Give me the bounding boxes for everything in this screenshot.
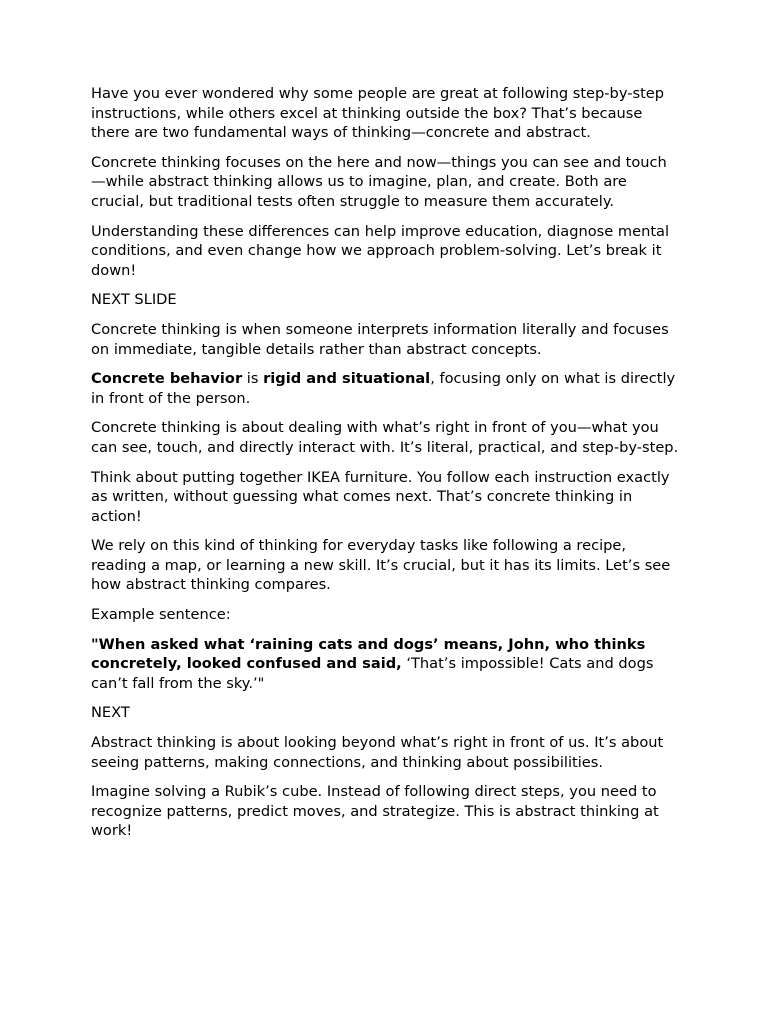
paragraph-next-slide: NEXT SLIDE — [91, 291, 177, 309]
paragraph-concrete-vs-abstract: Concrete thinking focuses on the here and now—things you can see and touch—while abstract thinking allows us to imagine, plan, and create. Both are crucial, but traditional tests often struggle to measure them accurately. — [91, 153, 667, 210]
paragraph-abstract-definition: Abstract thinking is about looking beyond what’s right in front of us. It’s about seeing patterns, making connections, and thinking about possibilities. — [91, 734, 664, 771]
example-bold: "When asked what ‘raining cats and dogs’ means, John, who thinks concretely, looked confused and said, — [91, 635, 646, 673]
behavior-connector: is — [242, 370, 264, 388]
paragraph-definition: Concrete thinking is when someone interprets information literally and focuses on immediate, tangible details rather than abstract concepts. — [91, 320, 669, 358]
example-normal: ‘That’s impossible! Cats and dogs can’t fall from the sky.’" — [91, 655, 654, 692]
paragraph-ikea: Think about putting together IKEA furniture. You follow each instruction exactly as written, without guessing what comes next. That’s concrete thinking in action! — [91, 468, 670, 525]
behavior-rest: , focusing only on what is directly in front of the person. — [91, 370, 676, 407]
paragraph-everyday: We rely on this kind of thinking for everyday tasks like following a recipe, reading a map, or learning a new skill. It’s crucial, but it has its limits. Let’s see how abstract thinking compares. — [91, 537, 671, 594]
paragraph-example-sentence — [91, 635, 681, 694]
document-page — [91, 84, 681, 851]
paragraph-understanding: Understanding these differences can help improve education, diagnose mental conditions, and even change how we approach problem-solving. Let’s break it down! — [91, 222, 670, 279]
paragraph-concrete-behavior — [91, 369, 681, 408]
paragraph-intro: Have you ever wondered why some people are great at following step-by-step instructions, while others excel at thinking outside the box? That’s because there are two fundamental ways of thinking—concrete and abstract. — [91, 85, 665, 142]
paragraph-example-label: Example sentence: — [91, 606, 231, 624]
paragraph-dealing: Concrete thinking is about dealing with what’s right in front of you—what you can see, touch, and directly interact with. It’s literal, practical, and step-by-step. — [91, 419, 679, 456]
paragraph-rubiks: Imagine solving a Rubik’s cube. Instead of following direct steps, you need to recognize patterns, predict moves, and strategize. This is abstract thinking at work! — [91, 783, 659, 840]
paragraph-next: NEXT — [91, 704, 130, 722]
term-concrete-behavior: Concrete behavior — [91, 370, 243, 388]
term-rigid-situational: rigid and situational — [263, 370, 431, 388]
